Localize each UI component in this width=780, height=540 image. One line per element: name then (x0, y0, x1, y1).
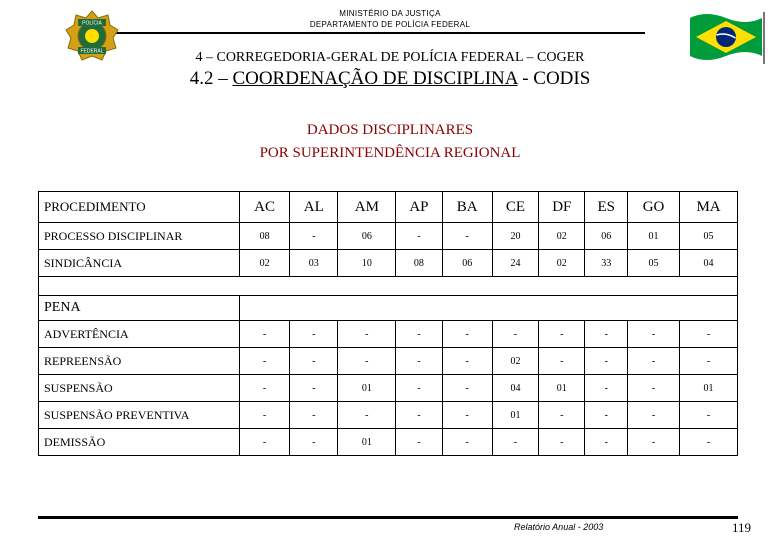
pena-label: PENA (39, 296, 240, 321)
table-cell: 24 (492, 250, 538, 277)
table-row (39, 429, 738, 456)
pena-row (39, 296, 738, 321)
table-cell: - (492, 429, 538, 456)
table-cell: 06 (338, 223, 396, 250)
table-cell: - (628, 348, 680, 375)
table-row (39, 250, 738, 277)
section-suffix: - CODIS (522, 68, 591, 89)
column-header-procedimento: PROCEDIMENTO (39, 192, 240, 223)
table-cell: - (628, 375, 680, 402)
table-cell: - (290, 223, 338, 250)
table-cell: - (442, 429, 492, 456)
spacer-row (39, 277, 738, 296)
column-header: MA (680, 192, 738, 223)
table-cell: - (290, 321, 338, 348)
footer-divider (38, 516, 738, 519)
table-cell: - (585, 402, 628, 429)
table-row (39, 321, 738, 348)
column-header: CE (492, 192, 538, 223)
table-cell: - (585, 321, 628, 348)
table-cell: - (240, 375, 290, 402)
table-row (39, 402, 738, 429)
table-cell: 01 (338, 375, 396, 402)
table-cell: 08 (240, 223, 290, 250)
column-header: AL (290, 192, 338, 223)
row-label: REPREENSÃO (39, 348, 240, 375)
spacer-cell (39, 277, 738, 296)
table-cell: 01 (680, 375, 738, 402)
table-cell: 02 (240, 250, 290, 277)
table-cell: - (442, 375, 492, 402)
table-cell: 04 (492, 375, 538, 402)
table-cell: - (680, 321, 738, 348)
row-label: SUSPENSÃO PREVENTIVA (39, 402, 240, 429)
table-cell: 02 (539, 250, 585, 277)
row-label: PROCESSO DISCIPLINAR (39, 223, 240, 250)
table-cell: - (338, 348, 396, 375)
row-label: SUSPENSÃO (39, 375, 240, 402)
column-header: AC (240, 192, 290, 223)
page-number: 119 (732, 520, 752, 535)
department-name: DEPARTAMENTO DE POLÍCIA FEDERAL (309, 20, 471, 29)
column-header: ES (585, 192, 628, 223)
table-cell: - (492, 321, 538, 348)
table-cell: 02 (492, 348, 538, 375)
table-cell: 05 (628, 250, 680, 277)
table-cell: 04 (680, 250, 738, 277)
table-cell: - (396, 223, 442, 250)
table-cell: - (396, 429, 442, 456)
table-cell: - (442, 348, 492, 375)
table-cell: 05 (680, 223, 738, 250)
table-cell: - (396, 402, 442, 429)
disciplinary-data-table (38, 191, 738, 456)
page-title-line-1: DADOS DISCIPLINARES (306, 122, 474, 138)
table-cell: - (290, 429, 338, 456)
table-cell: - (240, 402, 290, 429)
table-cell: - (539, 402, 585, 429)
table-cell: 33 (585, 250, 628, 277)
table-cell: 01 (338, 429, 396, 456)
table-cell: 02 (539, 223, 585, 250)
table-cell: - (539, 348, 585, 375)
row-label: DEMISSÃO (39, 429, 240, 456)
header-divider (110, 32, 645, 34)
column-header: AP (396, 192, 442, 223)
row-label: ADVERTÊNCIA (39, 321, 240, 348)
table-cell: - (442, 223, 492, 250)
section-number: 4.2 – (189, 68, 228, 89)
table-cell: 01 (492, 402, 538, 429)
table-cell: - (396, 348, 442, 375)
table-cell: - (396, 321, 442, 348)
table-cell: 06 (585, 223, 628, 250)
table-cell: - (585, 429, 628, 456)
table-cell: 08 (396, 250, 442, 277)
table-row (39, 375, 738, 402)
badge-top-text: POLÍCIA (82, 20, 102, 27)
table-cell: 20 (492, 223, 538, 250)
table-cell: - (240, 321, 290, 348)
table-cell: 01 (539, 375, 585, 402)
table-cell: 06 (442, 250, 492, 277)
table-cell: - (290, 375, 338, 402)
table-row (39, 348, 738, 375)
column-header: BA (442, 192, 492, 223)
pena-spacer-cell (240, 296, 738, 321)
table-cell: - (628, 402, 680, 429)
section-name: COORDENAÇÃO DE DISCIPLINA (232, 68, 518, 89)
row-label: SINDICÂNCIA (39, 250, 240, 277)
table-cell: - (396, 375, 442, 402)
page-title-line-2: POR SUPERINTENDÊNCIA REGIONAL (259, 145, 521, 161)
table-header-row (39, 192, 738, 223)
table-cell: 03 (290, 250, 338, 277)
table-cell: 10 (338, 250, 396, 277)
column-header: DF (539, 192, 585, 223)
subtitle: 4 – CORREGEDORIA-GERAL DE POLÍCIA FEDERAL – COGER (195, 50, 585, 65)
table-cell: - (338, 321, 396, 348)
table-cell: - (442, 321, 492, 348)
table-cell: - (585, 375, 628, 402)
table-cell: - (628, 429, 680, 456)
badge-bottom-text: FEDERAL (80, 48, 104, 55)
table-cell: - (680, 402, 738, 429)
table-cell: - (539, 429, 585, 456)
table-cell: - (442, 402, 492, 429)
table-cell: - (539, 321, 585, 348)
table-cell: - (680, 348, 738, 375)
table-cell: - (585, 348, 628, 375)
table-row (39, 223, 738, 250)
table-cell: - (240, 348, 290, 375)
column-header: GO (628, 192, 680, 223)
section-heading (0, 68, 780, 90)
table-cell: - (290, 348, 338, 375)
table-cell: - (290, 402, 338, 429)
table-cell: - (338, 402, 396, 429)
ministry-name: MINISTÉRIO DA JUSTIÇA (339, 9, 441, 18)
report-label: Relatório Anual - 2003 (514, 522, 604, 532)
column-header: AM (338, 192, 396, 223)
table-cell: 01 (628, 223, 680, 250)
table-cell: - (240, 429, 290, 456)
table-cell: - (680, 429, 738, 456)
table-cell: - (628, 321, 680, 348)
